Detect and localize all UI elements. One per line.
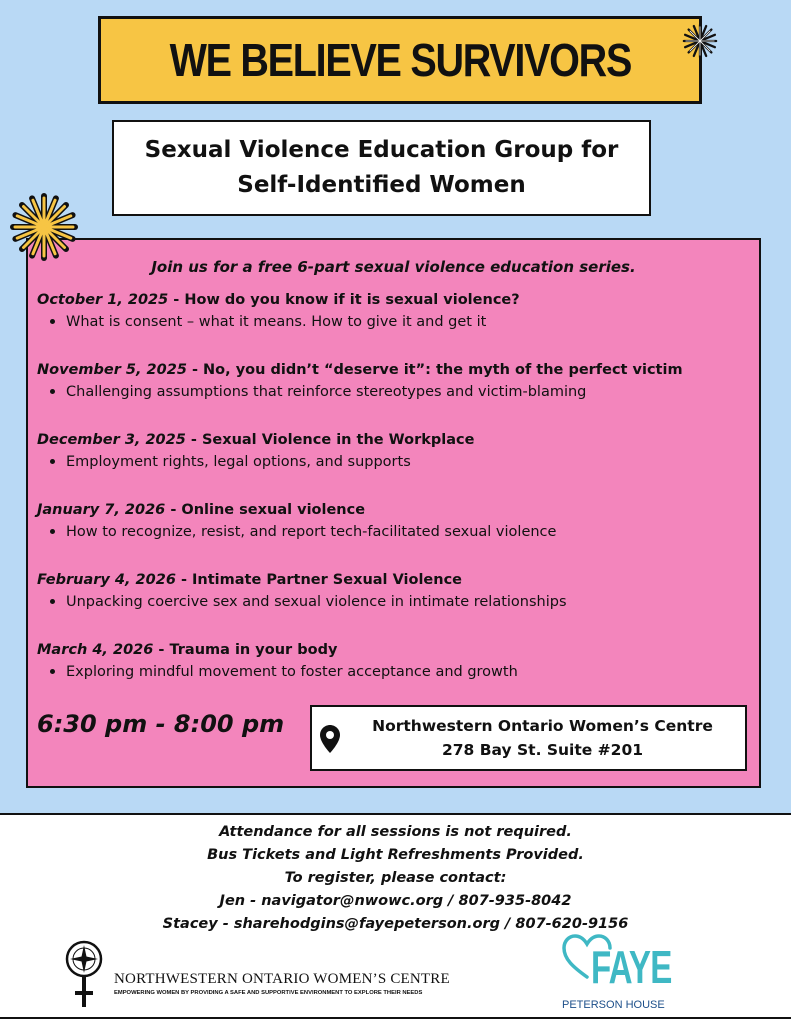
- bullet-icon: [50, 389, 55, 394]
- series-intro: Join us for a free 6-part sexual violence education series.: [151, 258, 636, 276]
- session-detail-text: Employment rights, legal options, and supports: [66, 454, 411, 470]
- location-name: Northwestern Ontario Women’s Centre: [372, 717, 713, 735]
- session-date: November 5, 2025: [37, 362, 187, 378]
- session-heading: [37, 502, 751, 518]
- session-time: 6:30 pm - 8:00 pm: [37, 710, 285, 738]
- location-box: [310, 705, 747, 771]
- session-2: [37, 362, 751, 400]
- session-detail-text: Exploring mindful movement to foster acceptance and growth: [66, 664, 518, 680]
- starburst-icon: [10, 193, 78, 261]
- session-4: [37, 502, 751, 540]
- session-title: - Sexual Violence in the Workplace: [185, 432, 475, 448]
- session-detail: [37, 594, 751, 610]
- subtitle-box: [112, 120, 651, 216]
- sessions-panel: [26, 238, 761, 788]
- session-title: - No, you didn’t “deserve it”: the myth of the perfect victim: [186, 362, 683, 378]
- session-heading: [37, 432, 751, 448]
- bullet-icon: [50, 599, 55, 604]
- bottom-divider: [0, 1017, 791, 1019]
- starburst-icon: [681, 22, 719, 60]
- nwowc-name: NORTHWESTERN ONTARIO WOMEN’S CENTRE: [114, 971, 450, 987]
- session-5: [37, 572, 751, 610]
- session-detail: [37, 454, 751, 470]
- session-date: October 1, 2025: [37, 292, 169, 308]
- page-title: WE BELIEVE SURVIVORS: [169, 34, 631, 86]
- attendance-note: Attendance for all sessions is not required.: [219, 824, 572, 840]
- location-address: 278 Bay St. Suite #201: [441, 741, 644, 759]
- session-detail: [37, 314, 751, 330]
- session-date: February 4, 2026: [37, 572, 176, 588]
- faye-logo-word: FAYE: [591, 941, 672, 993]
- session-title: - Intimate Partner Sexual Violence: [175, 572, 463, 588]
- bullet-icon: [50, 529, 55, 534]
- provisions-note: Bus Tickets and Light Refreshments Provided.: [207, 847, 584, 863]
- nwowc-tagline: EMPOWERING WOMEN BY PROVIDING A SAFE AND SUPPORTIVE ENVIRONMENT TO EXPLORE THEIR NEEDS: [114, 990, 423, 996]
- location-pin-icon: [320, 725, 340, 753]
- session-title: - Online sexual violence: [165, 502, 366, 518]
- session-detail: [37, 664, 751, 680]
- session-heading: [37, 572, 751, 588]
- nwowc-logo-icon: [64, 939, 104, 1011]
- session-date: December 3, 2025: [37, 432, 186, 448]
- session-detail-text: Challenging assumptions that reinforce stereotypes and victim-blaming: [66, 384, 587, 400]
- session-date: March 4, 2026: [37, 642, 154, 658]
- session-date: January 7, 2026: [37, 502, 166, 518]
- session-6: [37, 642, 751, 680]
- bullet-icon: [50, 319, 55, 324]
- subtitle-line-1: Sexual Violence Education Group for: [144, 137, 619, 163]
- session-heading: [37, 292, 751, 308]
- subtitle-line-2: Self-Identified Women: [237, 172, 526, 198]
- bullet-icon: [50, 669, 55, 674]
- session-title: - How do you know if it is sexual violence?: [168, 292, 520, 308]
- session-1: [37, 292, 751, 330]
- session-heading: [37, 362, 751, 378]
- title-banner: [98, 16, 702, 104]
- session-heading: [37, 642, 751, 658]
- session-detail-text: Unpacking coercive sex and sexual violence in intimate relationships: [66, 594, 567, 610]
- contact-stacey: Stacey - sharehodgins@fayepeterson.org / 807-620-9156: [162, 916, 629, 932]
- bullet-icon: [50, 459, 55, 464]
- faye-logo-subtitle: PETERSON HOUSE: [562, 999, 665, 1011]
- register-note: To register, please contact:: [284, 870, 507, 886]
- session-3: [37, 432, 751, 470]
- session-detail-text: How to recognize, resist, and report tech-facilitated sexual violence: [66, 524, 557, 540]
- session-detail-text: What is consent – what it means. How to give it and get it: [66, 314, 487, 330]
- session-detail: [37, 524, 751, 540]
- session-title: - Trauma in your body: [153, 642, 338, 658]
- contact-info: [0, 821, 791, 936]
- contact-jen: Jen - navigator@nwowc.org / 807-935-8042: [219, 893, 572, 909]
- session-detail: [37, 384, 751, 400]
